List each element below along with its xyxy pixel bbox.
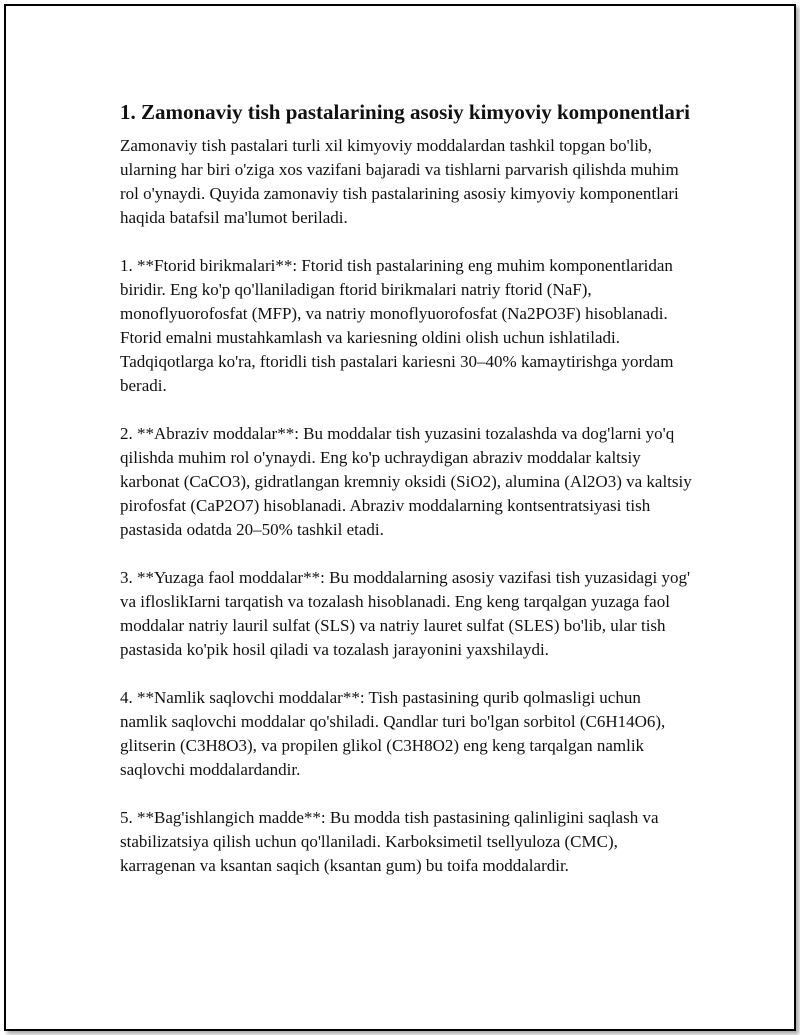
section-heading: 1. Zamonaviy tish pastalarining asosiy kimyoviy komponentlari [120,100,691,124]
document-page [4,4,796,1031]
intro-paragraph: Zamonaviy tish pastalari turli xil kimyoviy moddalardan tashkil topgan bo'lib, ularning har biri o'ziga xos vazifani bajaradi va tishlarni parvarish qilishda muhim rol o'ynaydi. Quyida zamonaviy tish pastalarining asosiy kimyoviy komponentlari haqida batafsil ma'lumot beriladi. [120,136,679,227]
paragraph-binders: 5. **Bag'ishlangich madde**: Bu modda tish pastasining qalinligini saqlash va stabilizatsiya qilish uchun qo'llaniladi. Karboksimetil tsellyuloza (CMC), karragenan va ksantan saqich (ksantan gum) bu toifa moddalardir. [120,808,659,875]
paragraph-abrasives: 2. **Abraziv moddalar**: Bu moddalar tish yuzasini tozalashda va dog'larni yo'q qilishda muhim rol o'ynaydi. Eng ko'p uchraydigan abraziv moddalar kaltsiy karbonat (CaCO3), gidratlangan kremniy oksidi (SiO2), alumina (Al2O3) va kaltsiy pirofosfat (CaP2O7) hisoblanadi. Abraziv moddalarning kontsentratsiyasi tish pastasida odatda 20–50% tashkil etadi. [120,424,692,539]
document-content [120,98,692,902]
paragraph-humectants: 4. **Namlik saqlovchi moddalar**: Tish pastasining qurib qolmasligi uchun namlik saqlovchi moddalar qo'shiladi. Qandlar turi bo'lgan sorbitol (C6H14O6), glitserin (C3H8O3), va propilen glikol (C3H8O2) eng keng tarqalgan namlik saqlovchi moddalardandir. [120,688,666,779]
paragraph-surfactants: 3. **Yuzaga faol moddalar**: Bu moddalarning asosiy vazifasi tish yuzasidagi yog' va ifloslikIarni tarqatish va tozalash hisoblanadi. Eng keng tarqalgan yuzaga faol moddalar natriy lauril sulfat (SLS) va natriy lauret sulfat (SLES) bo'lib, ular tish pastasida ko'pik hosil qiladi va tozalash jarayonini yaxshilaydi. [120,568,691,659]
paragraph-fluoride: 1. **Ftorid birikmalari**: Ftorid tish pastalarining eng muhim komponentlaridan biridir. Eng ko'p qo'llaniladigan ftorid birikmalari natriy ftorid (NaF), monoflyuorofosfat (MFP), va natriy monoflyuorofosfat (Na2PO3F) hisoblanadi. Ftorid emalni mustahkamlash va kariesning oldini olish uchun ishlatiladi. Tadqiqotlarga ko'ra, ftoridli tish pastalari kariesni 30–40% kamaytirishga yordam beradi. [120,256,674,395]
